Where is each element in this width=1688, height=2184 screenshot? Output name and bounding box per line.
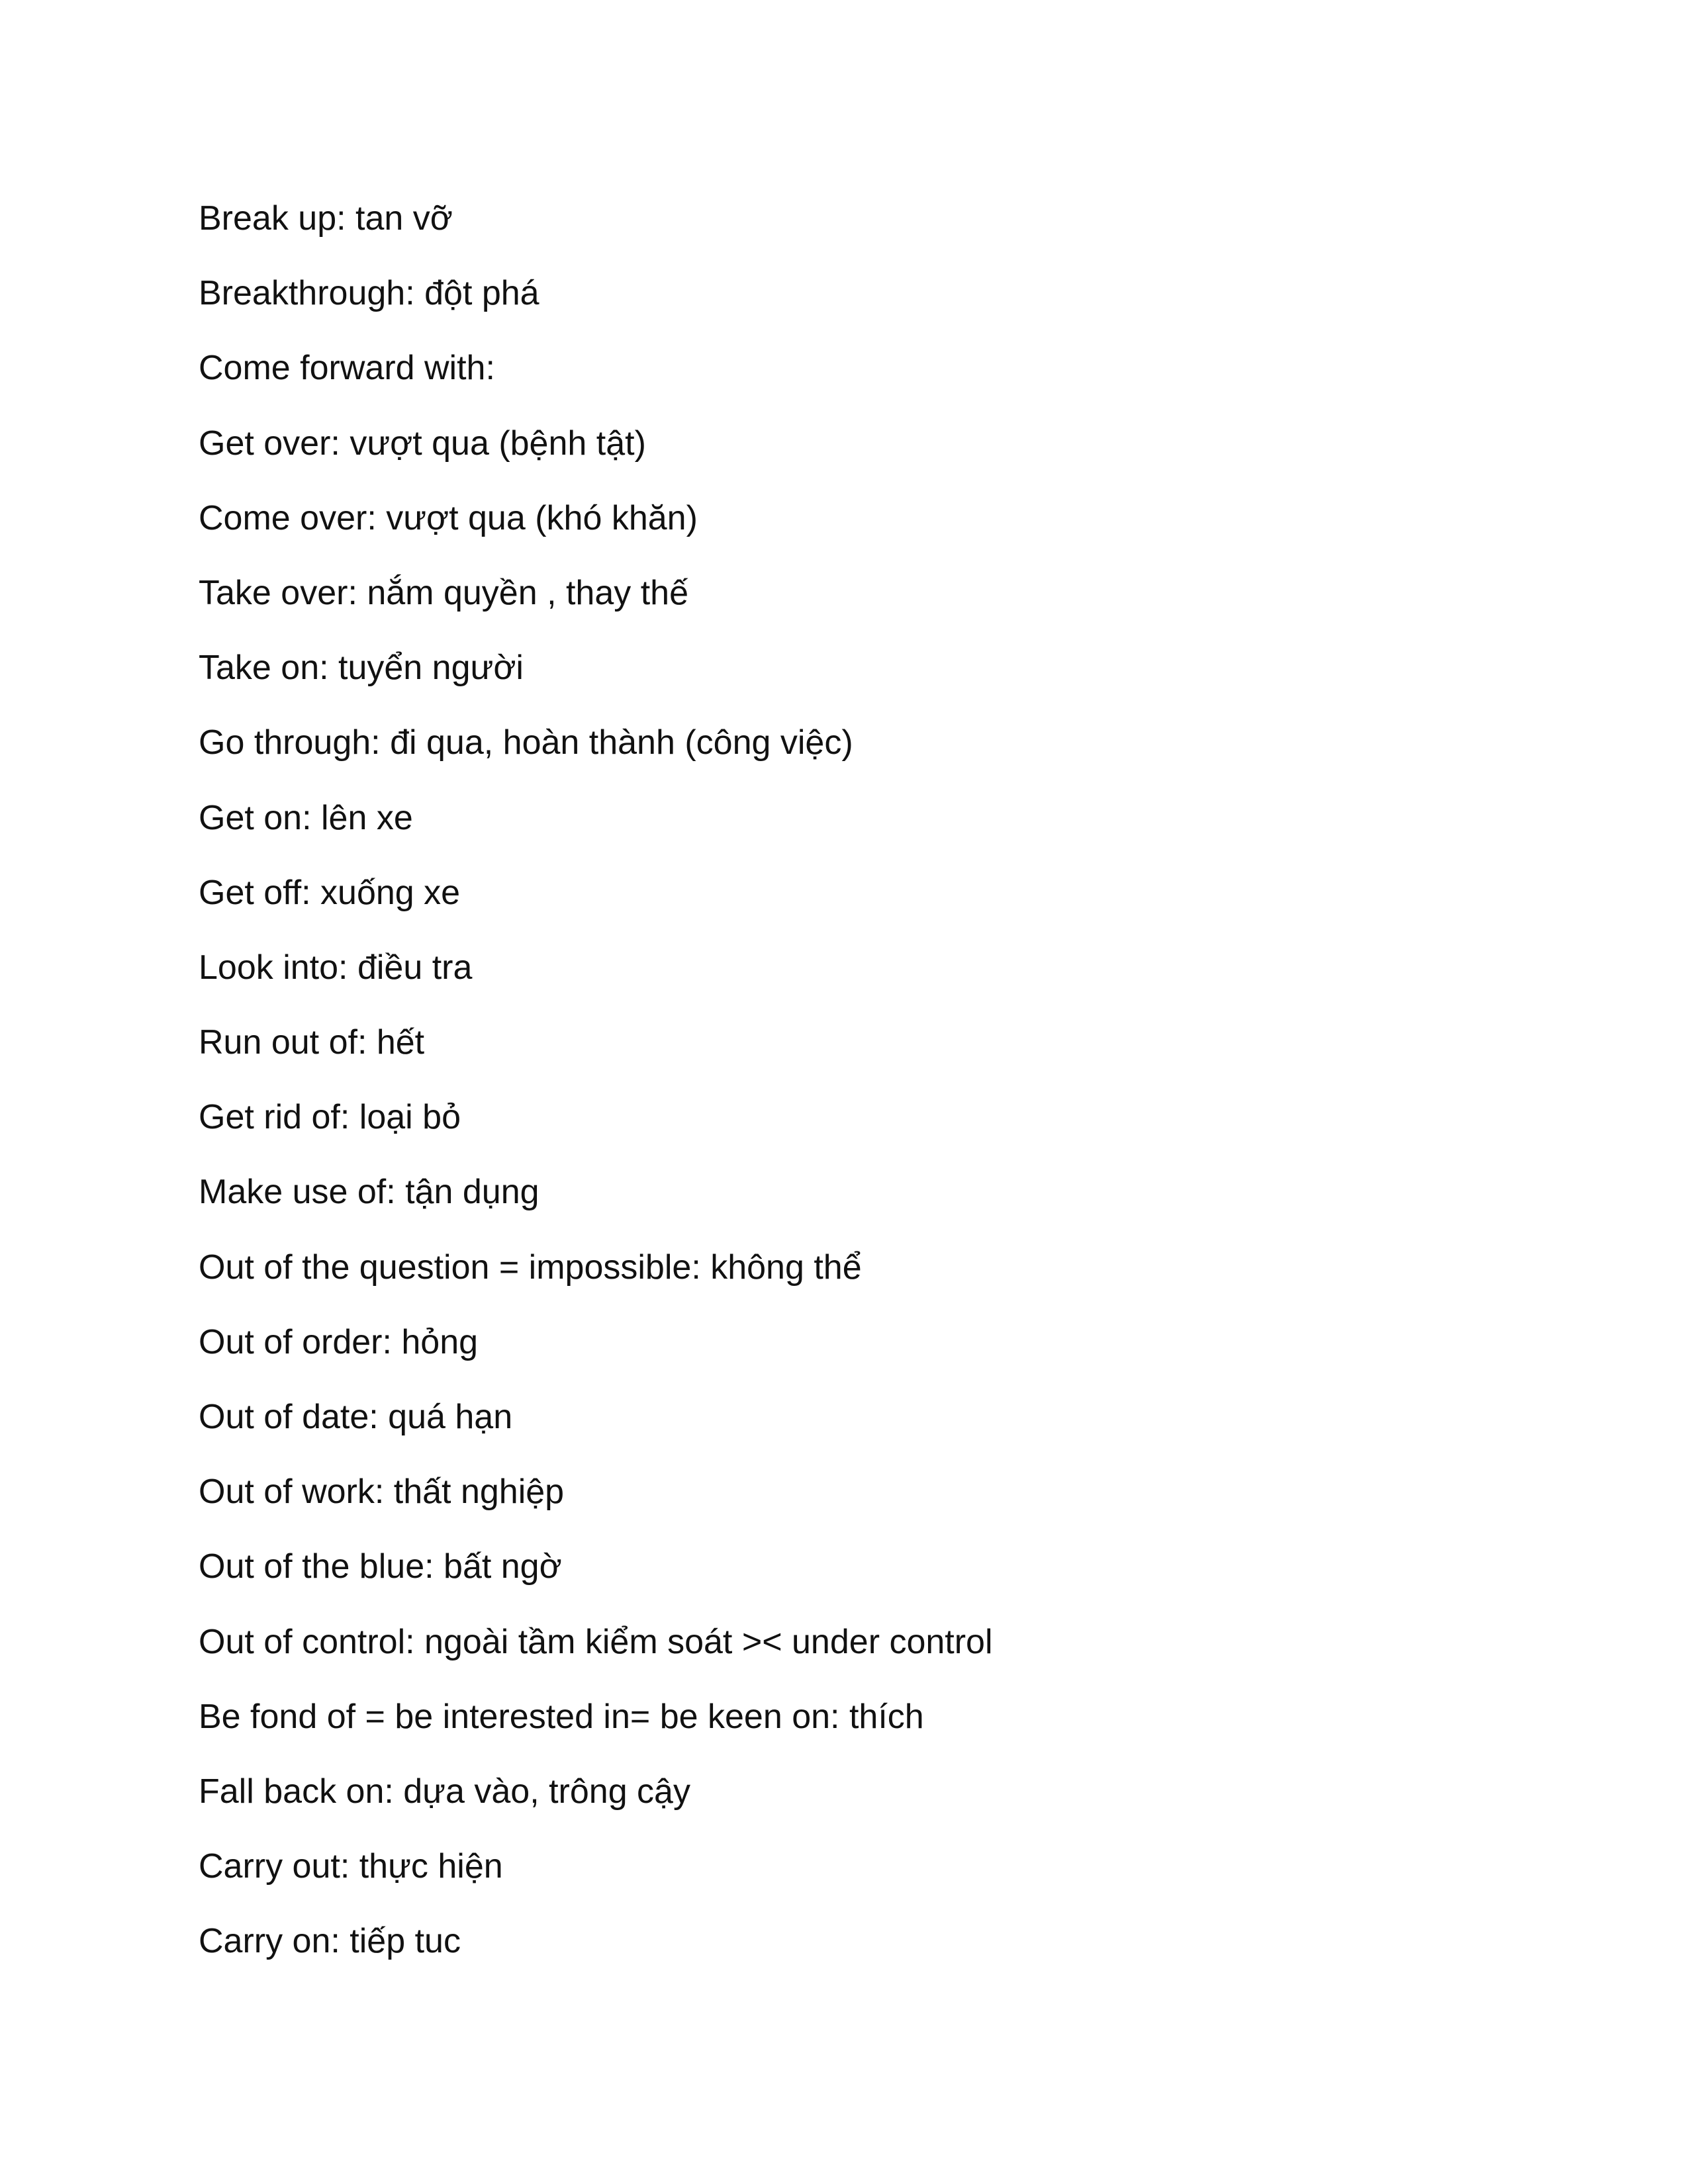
- list-item: Get on: lên xe: [199, 798, 413, 837]
- list-item: Out of order: hỏng: [199, 1322, 479, 1361]
- list-item: Out of work: thất nghiệp: [199, 1473, 565, 1512]
- list-item: Out of the question = impossible: không thể: [199, 1248, 862, 1287]
- list-item: Go through: đi qua, hoàn thành (công việc): [199, 723, 853, 762]
- list-item: Run out of: hết: [199, 1023, 425, 1062]
- list-item: Take on: tuyển người: [199, 649, 524, 688]
- list-item: Come forward with:: [199, 349, 495, 388]
- list-item: Get over: vượt qua (bệnh tật): [199, 424, 646, 463]
- list-item: Get rid of: loại bỏ: [199, 1098, 461, 1137]
- phrasal-verb-list: [199, 192, 1523, 1990]
- list-item: Look into: điều tra: [199, 948, 473, 987]
- list-item: Break up: tan vỡ: [199, 199, 453, 238]
- list-item: Fall back on: dựa vào, trông cậy: [199, 1772, 690, 1811]
- list-item: Carry on: tiếp tuc: [199, 1922, 461, 1961]
- list-item: Get off: xuống xe: [199, 873, 461, 912]
- list-item: Out of control: ngoài tầm kiểm soát >< under control: [199, 1622, 993, 1661]
- list-item: Take over: nắm quyền , thay thế: [199, 573, 688, 612]
- list-item: Out of date: quá hạn: [199, 1398, 513, 1436]
- list-item: Make use of: tận dụng: [199, 1173, 539, 1212]
- list-item: Carry out: thực hiện: [199, 1847, 503, 1886]
- list-item: Come over: vượt qua (khó khăn): [199, 498, 698, 537]
- list-item: Be fond of = be interested in= be keen on: thích: [199, 1697, 924, 1736]
- list-item: Breakthrough: đột phá: [199, 274, 539, 313]
- list-item: Out of the blue: bất ngờ: [199, 1547, 562, 1586]
